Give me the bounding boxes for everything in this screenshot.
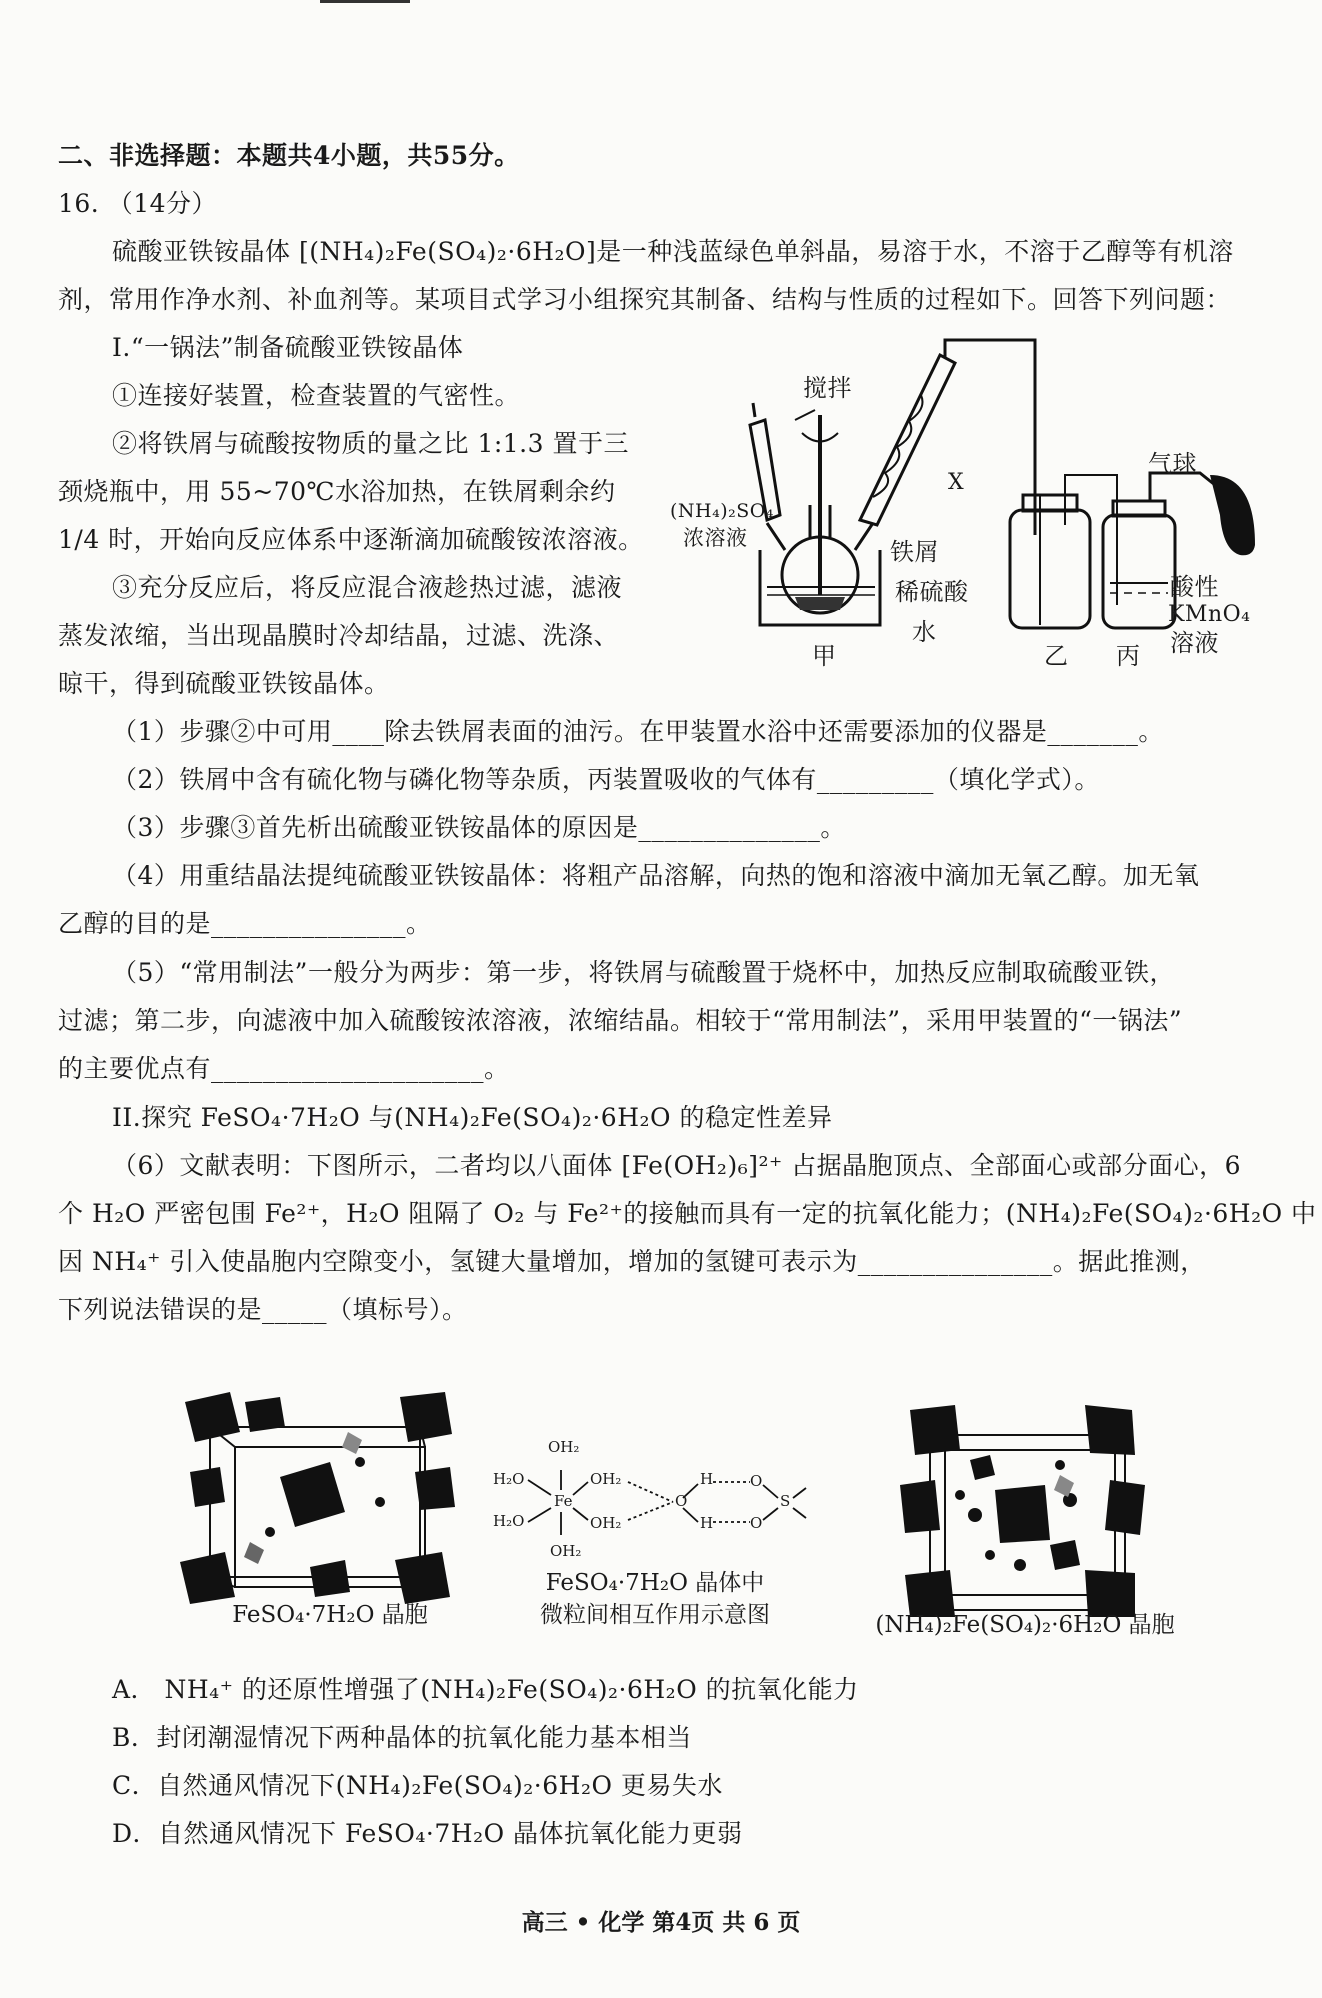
label-o-sulfate-1: O [750, 1472, 763, 1490]
question-1: （1）步骤②中可用____除去铁屑表面的油污。在甲装置水浴中还需要添加的仪器是_______。 [112, 717, 1164, 746]
option-b: B．封闭潮湿情况下两种晶体的抗氧化能力基本相当 [112, 1723, 692, 1752]
label-kmno4-3: 溶液 [1170, 629, 1219, 657]
question-6-line-2: 个 H₂O 严密包围 Fe²⁺，H₂O 阻隔了 O₂ 与 Fe²⁺的接触而具有一定的抗氧化能力；(NH₄)₂Fe(SO₄)₂·6H₂O 中 [58, 1199, 1317, 1228]
question-5-line-3: 的主要优点有_____________________。 [58, 1054, 510, 1083]
label-nh4so4-solution: 浓溶液 [683, 526, 748, 550]
step-2-line-3: 1/4 时，开始向反应体系中逐渐滴加硫酸铵浓溶液。 [58, 525, 644, 554]
section-title: 二、非选择题：本题共4小题，共55分。 [58, 141, 520, 170]
question-5-line-1: （5）“常用制法”一般分为两步：第一步，将铁屑与硫酸置于烧杯中，加热反应制取硫酸亚铁， [112, 958, 1175, 987]
label-acid: 稀硫酸 [895, 578, 969, 606]
question-3: （3）步骤③首先析出硫酸亚铁铵晶体的原因是______________。 [112, 813, 846, 842]
hydrogen-bond-diagram [488, 1440, 818, 1570]
part2-title: II.探究 FeSO₄·7H₂O 与(NH₄)₂Fe(SO₄)₂·6H₂O 的稳定性差异 [112, 1103, 833, 1132]
step-2-line-2: 颈烧瓶中，用 55~70℃水浴加热，在铁屑剩余约 [58, 477, 616, 506]
option-c: C．自然通风情况下(NH₄)₂Fe(SO₄)₂·6H₂O 更易失水 [112, 1771, 723, 1800]
label-nh4so4: (NH₄)₂SO₄ [670, 500, 774, 522]
caption-feso4-cell: FeSO₄·7H₂O 晶胞 [232, 1602, 428, 1628]
label-fe: Fe [554, 1492, 573, 1510]
label-h2o-left-2: H₂O [493, 1512, 525, 1530]
label-jia: 甲 [812, 642, 837, 670]
ammonium-ferrous-sulfate-cell-figure [900, 1405, 1145, 1620]
label-h-2: H [700, 1514, 714, 1532]
label-yi: 乙 [1044, 642, 1069, 670]
label-balloon: 气球 [1148, 450, 1197, 478]
question-4-line-1: （4）用重结晶法提纯硫酸亚铁铵晶体：将粗产品溶解，向热的饱和溶液中滴加无氧乙醇。加无氧 [112, 861, 1200, 890]
label-h-1: H [700, 1470, 714, 1488]
balloon [1210, 475, 1255, 555]
question-6-line-3: 因 NH₄⁺ 引入使晶胞内空隙变小，氢键大量增加，增加的氢键可表示为_______________。据此推测， [58, 1247, 1206, 1276]
intro-line-2: 剂，常用作净水剂、补血剂等。某项目式学习小组探究其制备、结构与性质的过程如下。回答下列问题： [58, 285, 1232, 314]
bottle-yi [1010, 510, 1090, 628]
caption-mid-2: 微粒间相互作用示意图 [540, 1602, 770, 1628]
question-6-line-4: 下列说法错误的是_____（填标号）。 [58, 1295, 468, 1324]
label-oh2-bottom: OH₂ [550, 1542, 582, 1560]
label-o-sulfate-2: O [750, 1514, 763, 1532]
label-kmno4-1: 酸性 [1170, 573, 1219, 601]
bottle-bing [1103, 515, 1175, 628]
label-water: 水 [912, 618, 937, 646]
step-1: ①连接好装置，检查装置的气密性。 [112, 381, 521, 410]
label-x: X [948, 470, 965, 495]
question-number: 16. （14分） [58, 189, 218, 218]
step-3-line-3: 晾干，得到硫酸亚铁铵晶体。 [58, 669, 390, 698]
label-oh2-right-2: OH₂ [590, 1514, 622, 1532]
label-s: S [780, 1492, 791, 1510]
question-6-line-1: （6）文献表明：下图所示，二者均以八面体 [Fe(OH₂)₆]²⁺ 占据晶胞顶点、全部面心或部分面心，6 [112, 1151, 1242, 1180]
caption-nh4-cell: (NH₄)₂Fe(SO₄)₂·6H₂O 晶胞 [875, 1612, 1175, 1638]
option-a: A． NH₄⁺ 的还原性增强了(NH₄)₂Fe(SO₄)₂·6H₂O 的抗氧化能力 [112, 1675, 859, 1704]
step-3-line-2: 蒸发浓缩，当出现晶膜时冷却结晶，过滤、洗涤、 [58, 621, 620, 650]
label-h2o-left-1: H₂O [493, 1470, 525, 1488]
step-3-line-1: ③充分反应后，将反应混合液趁热过滤，滤液 [112, 573, 623, 602]
feso4-unit-cell-figure [180, 1392, 460, 1607]
intro-line-1: 硫酸亚铁铵晶体 [(NH₄)₂Fe(SO₄)₂·6H₂O]是一种浅蓝绿色单斜晶，易溶于水，不溶于乙醇等有机溶 [112, 237, 1234, 266]
step-2-line-1: ②将铁屑与硫酸按物质的量之比 1:1.3 置于三 [112, 429, 629, 458]
iron-filings [795, 597, 845, 610]
label-bing: 丙 [1116, 642, 1141, 670]
question-2: （2）铁屑中含有硫化物与磷化物等杂质，丙装置吸收的气体有_________（填化学式）。 [112, 765, 1100, 794]
label-o-water: O [675, 1492, 688, 1510]
label-oh2-right-1: OH₂ [590, 1470, 622, 1488]
label-oh2-top: OH₂ [548, 1438, 580, 1456]
caption-mid-1: FeSO₄·7H₂O 晶体中 [545, 1570, 765, 1596]
page-footer: 高三 • 化学 第4页 共 6 页 [521, 1909, 801, 1936]
part1-title: I.“一锅法”制备硫酸亚铁铵晶体 [112, 333, 464, 362]
label-kmno4-2: KMnO₄ [1168, 602, 1251, 627]
top-edge-mark [320, 0, 410, 3]
label-iron: 铁屑 [890, 538, 939, 566]
question-5-line-2: 过滤；第二步，向滤液中加入硫酸铵浓溶液，浓缩结晶。相较于“常用制法”，采用甲装置的“一锅法” [58, 1006, 1183, 1035]
label-stir: 搅拌 [803, 374, 852, 402]
option-d: D．自然通风情况下 FeSO₄·7H₂O 晶体抗氧化能力更弱 [112, 1819, 743, 1848]
question-4-line-2: 乙醇的目的是_______________。 [58, 909, 432, 938]
